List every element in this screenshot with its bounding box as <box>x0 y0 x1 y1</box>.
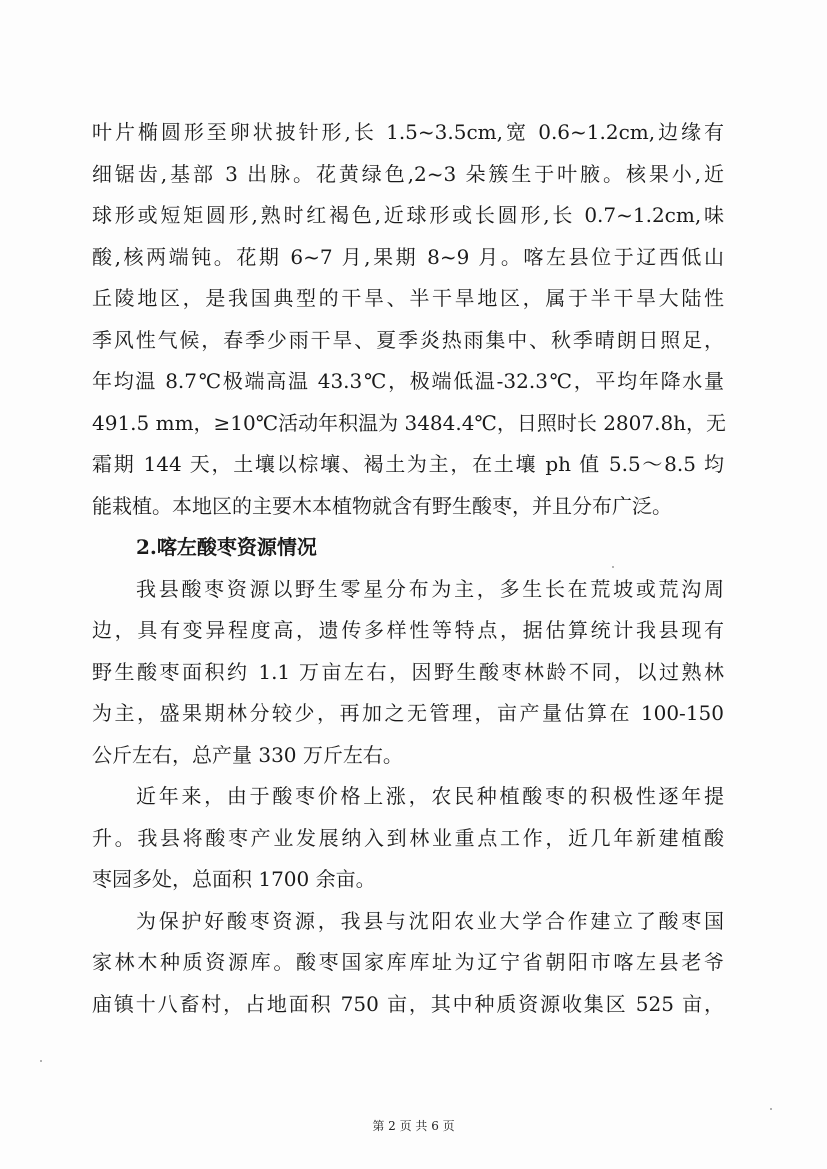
paragraph-line: 升。我县将酸枣产业发展纳入到林业重点工作，近几年新建植酸 <box>92 825 724 850</box>
paragraph-line: 491.5 mm，≥10℃活动年积温为 3484.4℃，日照时长 2807.8h，无 <box>92 410 727 435</box>
paragraph-line: 为主，盛果期林分较少，再加之无管理，亩产量估算在 100-150 <box>92 701 724 725</box>
paragraph-line: 枣园多处，总面积 1700 余亩。 <box>92 867 376 891</box>
paragraph-line: 近年来，由于酸枣价格上涨，农民种植酸枣的积极性逐年提 <box>136 784 724 808</box>
scan-speck <box>770 1108 772 1110</box>
paragraph-line: 庙镇十八畜村，占地面积 750 亩，其中种质资源收集区 525 亩， <box>92 991 724 1016</box>
paragraph-line: 叶片椭圆形至卵状披针形,长 1.5~3.5cm,宽 0.6~1.2cm,边缘有 <box>92 120 724 144</box>
paragraph-line: 酸,核两端钝。花期 6~7 月,果期 8~9 月。喀左县位于辽西低山 <box>92 244 724 269</box>
paragraph-line: 丘陵地区，是我国典型的干旱、半干旱地区，属于半干旱大陆性 <box>92 286 724 310</box>
paragraph-line: 霜期 144 天，土壤以棕壤、褐土为主，在土壤 ph 值 5.5～8.5 均 <box>92 452 724 476</box>
paragraph-line: 能栽植。本地区的主要木本植物就含有野生酸枣，并且分布广泛。 <box>92 493 672 518</box>
paragraph-line: 球形或短矩圆形,熟时红褐色,近球形或长圆形,长 0.7~1.2cm,味 <box>92 203 724 227</box>
paragraph-line: 我县酸枣资源以野生零星分布为主，多生长在荒坡或荒沟周 <box>136 576 724 601</box>
paragraph-line: 季风性气候，春季少雨干旱、夏季炎热雨集中、秋季晴朗日照足， <box>92 327 724 352</box>
paragraph-line: 细锯齿,基部 3 出脉。花黄绿色,2~3 朵簇生于叶腋。核果小,近 <box>92 161 724 186</box>
paragraph-line: 为保护好酸枣资源，我县与沈阳农业大学合作建立了酸枣国 <box>136 908 724 933</box>
page-number-footer: 第 2 页 共 6 页 <box>372 1119 455 1133</box>
scan-speck <box>612 566 614 568</box>
paragraph-line: 家林木种质资源库。酸枣国家库库址为辽宁省朝阳市喀左县老爷 <box>92 950 724 974</box>
paragraph-line: 年均温 8.7℃极端高温 43.3℃，极端低温-32.3℃，平均年降水量 <box>92 369 724 393</box>
body-text <box>92 112 727 1025</box>
paragraph-line: 公斤左右，总产量 330 万斤左右。 <box>92 742 403 767</box>
scan-speck <box>40 1060 42 1062</box>
paragraph-line: 野生酸枣面积约 1.1 万亩左右，因野生酸枣林龄不同，以过熟林 <box>92 659 724 684</box>
section-heading: 2.喀左酸枣资源情况 <box>136 535 317 559</box>
paragraph-line: 边，具有变异程度高，遗传多样性等特点，据估算统计我县现有 <box>92 618 724 642</box>
